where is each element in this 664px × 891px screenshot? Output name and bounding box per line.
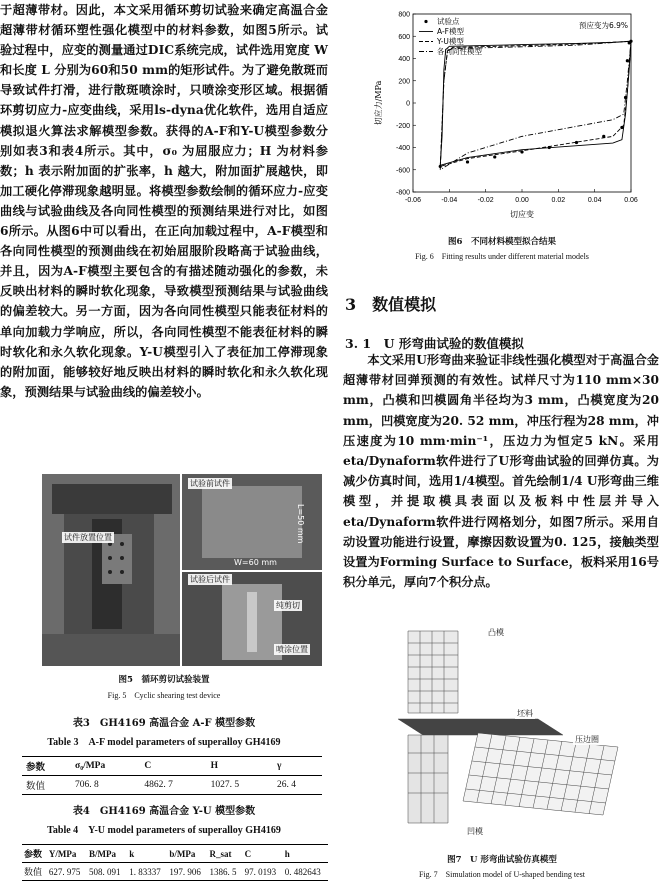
data-point [493,155,496,158]
table3 [22,756,322,795]
legend-label: 各向同性模型 [437,47,482,56]
x-axis-label: 切应变 [510,210,534,219]
table-header-cell: γ [276,761,282,771]
y-tick-label: -800 [395,189,410,197]
table-cell: 627. 975 [48,866,81,877]
table-cell: 26. 4 [276,780,296,790]
table-header-cell: C [244,848,252,859]
table-cell: 97. 0193 [244,866,277,877]
table-cell: 数值 [26,782,46,792]
table3-title-en: Table 3 A-F model parameters of superalloy GH4169 [47,737,281,748]
table-header-cell: R_sat [209,848,232,859]
table-header-cell: k [129,848,135,859]
section-heading: 3 数值模拟 [345,295,437,314]
legend-marker [424,20,427,23]
y-axis-label: 切应力/MPa [374,80,383,126]
table4 [22,844,328,881]
data-point [626,59,629,62]
label-spray-position: 喷涂位置 [276,645,308,654]
fig7-caption-cn: 图7 U 形弯曲试验仿真模型 [447,855,557,865]
table4-header-row [22,845,328,863]
fig5-photo [42,474,322,666]
label-length: L=50 mm [296,504,305,544]
table-cell: 706. 8 [75,780,99,790]
table-cell: 197. 906 [169,866,201,877]
fig7-label-blank: 坯料 [517,709,533,718]
data-point [466,160,469,163]
label-before-specimen: 试验前试件 [190,479,230,488]
table-cell: 1386. 5 [209,866,237,877]
table-header-cell: 参数 [26,763,46,773]
y-tick-label: 600 [398,33,410,41]
table-cell: 1027. 5 [210,780,240,790]
table-header-cell: C [144,761,152,771]
table-header-cell: 参数 [24,849,43,859]
legend-label: 试验点 [437,17,460,26]
table3-header-row [22,757,322,776]
fig6-caption-cn: 图6 不同材料模型拟合结果 [448,237,556,247]
table3-title-cn: 表3 GH4169 高温合金 A-F 模型参数 [72,718,256,729]
x-tick-label: 0.04 [587,197,602,204]
table-header-cell: H [210,761,219,771]
table-header-cell: h [284,848,290,859]
subsection-heading: 3. 1 U 形弯曲试验的数值模拟 [345,336,524,351]
table4-title-en: Table 4 Y-U model parameters of superalloy GH4169 [47,825,281,836]
y-tick-label: 400 [398,56,410,63]
series-line [440,41,631,169]
chart-annotation: 预应变为6.9% [579,21,629,30]
fig5-photo-drawing [42,474,322,666]
y-tick-label: -200 [395,122,410,130]
table-header-cell: σ₀/MPa [75,761,106,771]
body-paragraph-left: 于超薄带材。因此，本文采用循环剪切试验来确定高温合金超薄带材循环塑性强化模型中的材料参数，如图5所示。试验过程中，应变的测量通过DIC系统完成，试件选用宽度 W 和长度 L 分别为60和50 mm的矩形试件。为了避免散斑而导致试件打滑，进行散斑喷涂时，只喷涂变形区域。根据循环剪切应力-应变曲线，采用ls-dyna优化软件，选用自适应模拟退火算法求解模型参数。获得的A-F和Y-U模型参数分别如表3和表4所示。其中，σ₀ 为屈服应力；H 为材料参数；h 表示附加面的扩张率，h 越大，附加面扩展越快，即加工硬化停滞现象越明显。将模型参数绘制的循环应力-应变曲线与试验曲线及各向同性模型的预测结果进行对比，如图6所示。从图6中可以看出，在正向加载过程中，A-F模型和各向同性模型的预测曲线在初始屈服阶段略高于试验曲线，并且，因为A-F模型主要包含的有描述随动强化的参数，未反映出材料的瞬时软化现象，导致模型预测结果与试验曲线的偏差较大。另一方面，因为各向同性模型只能表征材料的单向加载力学响应，所以，各向同性模型不能表征材料的瞬时软化和永久软化现象。Y-U模型引入了表征加工停滞现象的附加面，能够较好地反映出材料的瞬时软化和永久软化现象，预测结果与试验曲线的偏差较小。 [0,3,328,399]
x-tick-label: 0.02 [551,197,566,204]
x-tick-label: -0.06 [405,197,421,204]
legend-label: Y-U模型 [437,37,464,46]
series-line [440,41,631,166]
x-tick-label: -0.04 [441,197,458,204]
fig5-caption-cn: 图5 循环剪切试验装置 [118,675,210,685]
label-pure-shear: 纯剪切 [276,601,300,610]
x-tick-label: -0.02 [477,197,494,204]
fig7-label-die: 凹模 [467,827,483,836]
body-paragraph-right: 本文采用U形弯曲来验证非线性强化模型对于高温合金超薄带材回弹预测的有效性。试样尺寸为110 mm×30 mm，凸模和凹模圆角半径均为3 mm，凸模宽度为20 mm，凹模宽度为20. 52 mm，冲压行程为28 mm，冲压速度为10 mm·min⁻¹，压边力为恒定5 kN。采用eta/Dynaform软件进行了U形弯曲试验的回弹仿真。为减少仿真时间，选用1/4模型。首先绘制1/4 U形弯曲三维模型，并提取模具表面以及板料中性层并导入eta/Dynaform软件进行网格划分，如图7所示。采用自动设置功能进行设置，摩擦因数设置为0. 125，接触类型设置为Forming Surface to Surface，板料采用16号积分单元，厚向7个积分点。 [343,353,659,590]
table4-title-cn: 表4 GH4169 高温合金 Y-U 模型参数 [72,806,256,817]
x-tick-label: 0.00 [515,197,529,204]
table-row [22,776,322,795]
fig7-caption-en: Fig. 7 Simulation model of U-shaped bending test [419,870,585,879]
table-header-cell: B/MPa [89,848,117,859]
table-cell: 4862. 7 [144,780,173,790]
y-tick-label: -600 [395,167,410,175]
y-tick-label: -400 [395,145,410,152]
table-cell: 508. 091 [89,866,121,877]
label-after-specimen: 试验后试件 [190,575,230,584]
fig7-label-punch: 凸模 [488,628,504,637]
table-cell: 0. 482643 [284,866,321,877]
fig7-mesh-drawing [388,623,638,843]
series-line [440,41,631,165]
fig7-label-binder: 压边圈 [575,735,599,744]
fig6-chart [373,8,639,220]
label-specimen-position: 试件放置位置 [64,533,112,542]
x-tick-label: 0.06 [624,197,638,204]
y-tick-label: 800 [398,11,410,19]
label-width: W=60 mm [234,558,277,567]
table-header-cell: Y/MPa [48,848,77,859]
table-cell: 1. 83337 [129,866,161,877]
fig5-caption-en: Fig. 5 Cyclic shearing test device [107,691,221,700]
legend-label: A-F模型 [437,27,464,36]
y-tick-label: 200 [398,78,410,86]
table-cell: 数值 [24,867,43,877]
table-row [22,863,328,881]
table-header-cell: b/MPa [169,848,196,859]
fig6-caption-en: Fig. 6 Fitting results under different material models [415,252,589,261]
y-tick-label: 0 [406,100,410,108]
